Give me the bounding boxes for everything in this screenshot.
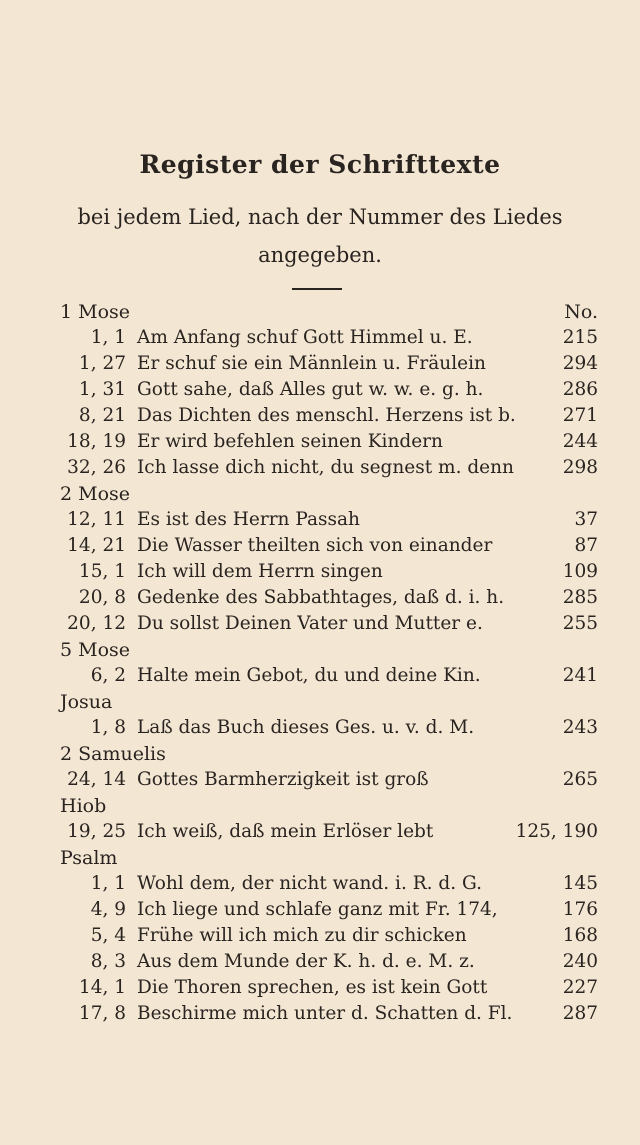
hymn-text: Beschirme mich unter d. Schatten d. Fl. xyxy=(137,1003,513,1024)
page-subtitle: bei jedem Lied, nach der Nummer des Liedes angegeben. xyxy=(77,205,563,267)
hymn-number: 243 xyxy=(562,717,598,738)
verse-reference: 32, 26 xyxy=(67,457,126,478)
book-heading xyxy=(0,689,640,715)
hymn-text: Wohl dem, der nicht wand. i. R. d. G. xyxy=(137,873,482,894)
register-entry xyxy=(0,949,640,975)
register-entry xyxy=(0,923,640,949)
register-entry xyxy=(0,871,640,897)
hymn-number: 176 xyxy=(562,899,598,920)
hymn-text: Laß das Buch dieses Ges. u. v. d. M. xyxy=(137,717,475,738)
verse-reference: 19, 25 xyxy=(67,821,126,842)
hymn-text: Er wird befehlen seinen Kindern xyxy=(137,431,443,452)
register-entry xyxy=(0,507,640,533)
hymn-number: 240 xyxy=(562,951,598,972)
hymn-number: 244 xyxy=(562,431,598,452)
hymn-number: 287 xyxy=(562,1003,598,1024)
verse-reference: 15, 1 xyxy=(78,561,126,582)
hymn-text: Er schuf sie ein Männlein u. Fräulein xyxy=(137,353,486,374)
verse-reference: 24, 14 xyxy=(67,769,126,790)
register-entry xyxy=(0,351,640,377)
register-list xyxy=(0,299,640,1027)
register-entry xyxy=(0,767,640,793)
hymn-text: Gedenke des Sabbathtages, daß d. i. h. xyxy=(137,587,505,608)
hymn-text: Frühe will ich mich zu dir schicken xyxy=(137,925,467,946)
hymn-number: 227 xyxy=(562,977,598,998)
register-entry xyxy=(0,585,640,611)
register-entry xyxy=(0,429,640,455)
book-name: 2 Mose xyxy=(60,483,131,505)
hymn-number: 286 xyxy=(562,379,598,400)
hymn-text: Gott sahe, daß Alles gut w. w. e. g. h. xyxy=(137,379,484,400)
book-heading xyxy=(0,637,640,663)
book-name: Josua xyxy=(60,691,113,713)
register-entry xyxy=(0,1001,640,1027)
hymn-number: 87 xyxy=(574,535,598,556)
book-heading xyxy=(0,481,640,507)
hymn-text: Aus dem Munde der K. h. d. e. M. z. xyxy=(137,951,475,972)
hymn-text: Du sollst Deinen Vater und Mutter e. xyxy=(137,613,483,634)
verse-reference: 12, 11 xyxy=(67,509,126,530)
verse-reference: 14, 21 xyxy=(67,535,126,556)
hymn-number: 168 xyxy=(562,925,598,946)
hymn-text: Am Anfang schuf Gott Himmel u. E. xyxy=(137,327,473,348)
verse-reference: 14, 1 xyxy=(78,977,126,998)
hymn-number: 271 xyxy=(562,405,598,426)
register-entry xyxy=(0,377,640,403)
hymn-text: Halte mein Gebot, du und deine Kin. xyxy=(137,665,481,686)
hymn-text: Ich lasse dich nicht, du segnest m. denn xyxy=(137,457,514,478)
hymn-number: 241 xyxy=(562,665,598,686)
book-heading xyxy=(0,741,640,767)
hymn-text: Gottes Barmherzigkeit ist groß xyxy=(137,769,429,790)
book-name: 5 Mose xyxy=(60,639,131,661)
verse-reference: 20, 8 xyxy=(78,587,126,608)
hymn-text: Ich weiß, daß mein Erlöser lebt xyxy=(137,821,434,842)
verse-reference: 1, 1 xyxy=(90,327,126,348)
verse-reference: 4, 9 xyxy=(90,899,126,920)
book-heading xyxy=(0,845,640,871)
hymn-text: Es ist des Herrn Passah xyxy=(137,509,360,530)
verse-reference: 1, 8 xyxy=(90,717,126,738)
register-entry xyxy=(0,533,640,559)
hymn-number: 215 xyxy=(562,327,598,348)
verse-reference: 1, 1 xyxy=(90,873,126,894)
page-title: Register der Schrifttexte xyxy=(139,150,501,179)
register-entry xyxy=(0,715,640,741)
register-entry xyxy=(0,611,640,637)
number-column-label: No. xyxy=(564,301,598,323)
register-entry xyxy=(0,559,640,585)
hymn-text: Ich will dem Herrn singen xyxy=(137,561,383,582)
verse-reference: 6, 2 xyxy=(90,665,126,686)
register-entry xyxy=(0,663,640,689)
verse-reference: 1, 31 xyxy=(78,379,126,400)
hymn-number: 145 xyxy=(562,873,598,894)
register-entry xyxy=(0,325,640,351)
title-divider xyxy=(292,288,342,290)
register-entry xyxy=(0,975,640,1001)
hymn-number: 294 xyxy=(562,353,598,374)
verse-reference: 20, 12 xyxy=(67,613,126,634)
book-heading xyxy=(0,793,640,819)
hymn-number: 37 xyxy=(574,509,598,530)
hymn-number: 255 xyxy=(562,613,598,634)
book-name: 1 Mose xyxy=(60,301,131,323)
register-entry xyxy=(0,819,640,845)
hymn-number: 265 xyxy=(562,769,598,790)
hymn-text: Die Thoren sprechen, es ist kein Gott xyxy=(137,977,488,998)
book-name: 2 Samuelis xyxy=(60,743,166,765)
hymn-number: 109 xyxy=(562,561,598,582)
register-entry xyxy=(0,403,640,429)
verse-reference: 1, 27 xyxy=(78,353,126,374)
hymn-text: Das Dichten des menschl. Herzens ist b. xyxy=(137,405,516,426)
register-entry xyxy=(0,455,640,481)
hymn-text: Die Wasser theilten sich von einander xyxy=(137,535,493,556)
hymn-number: 285 xyxy=(562,587,598,608)
verse-reference: 18, 19 xyxy=(67,431,126,452)
verse-reference: 8, 21 xyxy=(78,405,126,426)
hymn-text: Ich liege und schlafe ganz mit Fr. 174, xyxy=(137,899,498,920)
verse-reference: 5, 4 xyxy=(90,925,126,946)
verse-reference: 17, 8 xyxy=(78,1003,126,1024)
register-entry xyxy=(0,897,640,923)
verse-reference: 8, 3 xyxy=(90,951,126,972)
book-name: Psalm xyxy=(60,847,118,869)
hymn-number: 298 xyxy=(562,457,598,478)
book-name: Hiob xyxy=(60,795,107,817)
hymn-number: 125, 190 xyxy=(515,821,598,842)
book-heading xyxy=(0,299,640,325)
